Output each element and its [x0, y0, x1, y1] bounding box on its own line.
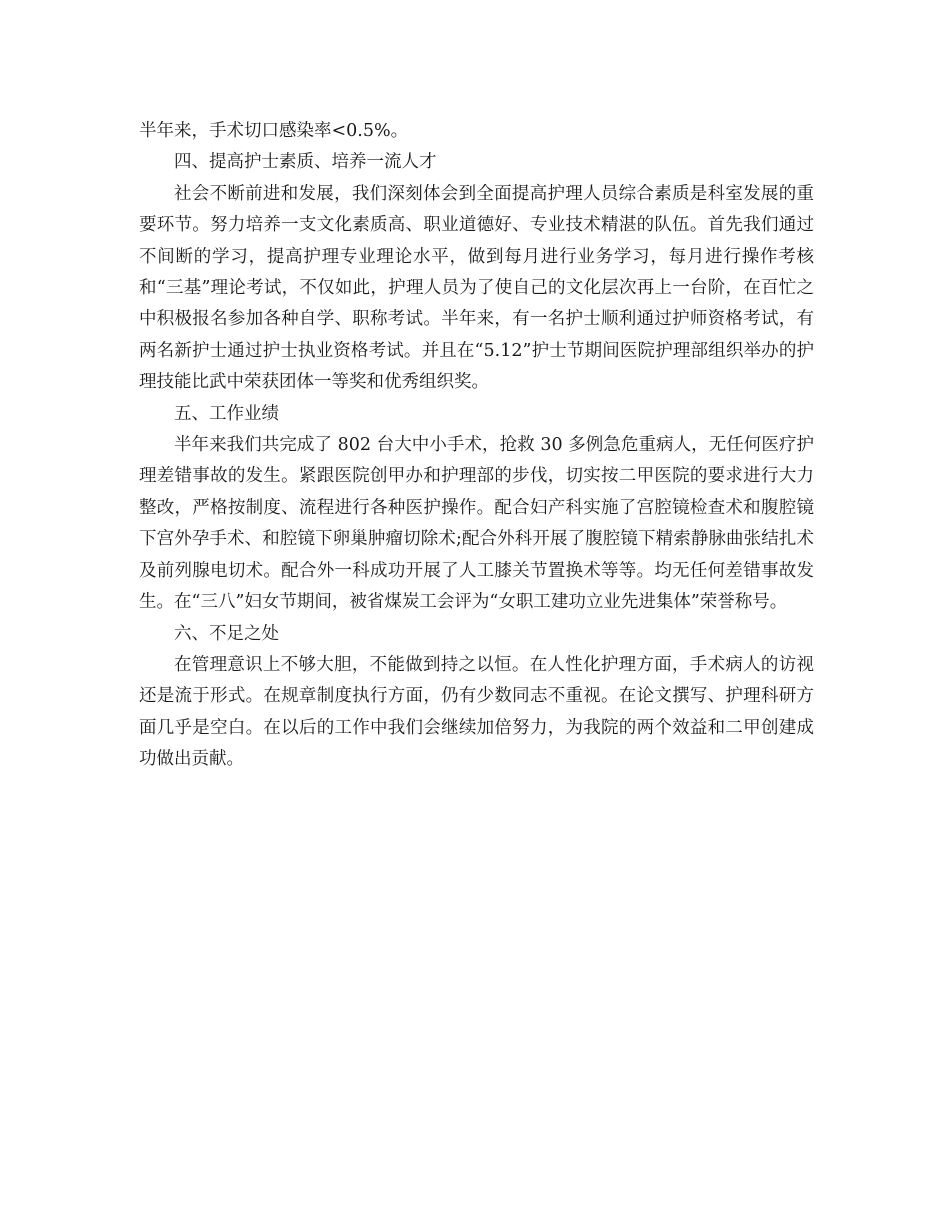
section-heading-4: 四、提高护士素质、培养一流人才 [174, 152, 437, 173]
section-4-paragraph: 社会不断前进和发展，我们深刻体会到全面提高护理人员综合素质是科室发展的重要环节。努力培养一支文化素质高、职业道德好、专业技术精湛的队伍。首先我们通过不间断的学习，提高护理专业理论水平，做到每月进行业务学习，每月进行操作考核和“三基”理论考试，不仅如此，护理人员为了使自己的文化层次再上一台阶，在百忙之中积极报名参加各种自学、职称考试。半年来，有一名护士顺利通过护师资格考试，有两名新护士通过护士执业资格考试。并且在“5.12”护士节期间医院护理部组织举办的护理技能比武中荣获团体一等奖和优秀组织奖。 [139, 183, 814, 393]
section-heading-5: 五、工作业绩 [174, 403, 279, 424]
document-body [139, 116, 814, 776]
section-5-paragraph: 半年来我们共完成了 802 台大中小手术，抢救 30 多例急危重病人，无任何医疗护理差错事故的发生。紧跟医院创甲办和护理部的步伐，切实按二甲医院的要求进行大力整改，严格按制度、流程进行各种医护操作。配合妇产科实施了宫腔镜检查术和腹腔镜下宫外孕手术、和腔镜下卵巢肿瘤切除术;配合外科开展了腹腔镜下精索静脉曲张结扎术及前列腺电切术。配合外一科成功开展了人工膝关节置换术等等。均无任何差错事故发生。在“三八”妇女节期间，被省煤炭工会评为“女职工建功立业先进集体”荣誉称号。 [139, 435, 814, 613]
section-heading-6: 六、不足之处 [174, 623, 279, 644]
paragraph-continuation: 半年来，手术切口感染率<0.5%。 [139, 121, 409, 141]
section-6-paragraph: 在管理意识上不够大胆，不能做到持之以恒。在人性化护理方面，手术病人的访视还是流于形式。在规章制度执行方面，仍有少数同志不重视。在论文撰写、护理科研方面几乎是空白。在以后的工作中我们会继续加倍努力，为我院的两个效益和二甲创建成功做出贡献。 [139, 654, 814, 770]
